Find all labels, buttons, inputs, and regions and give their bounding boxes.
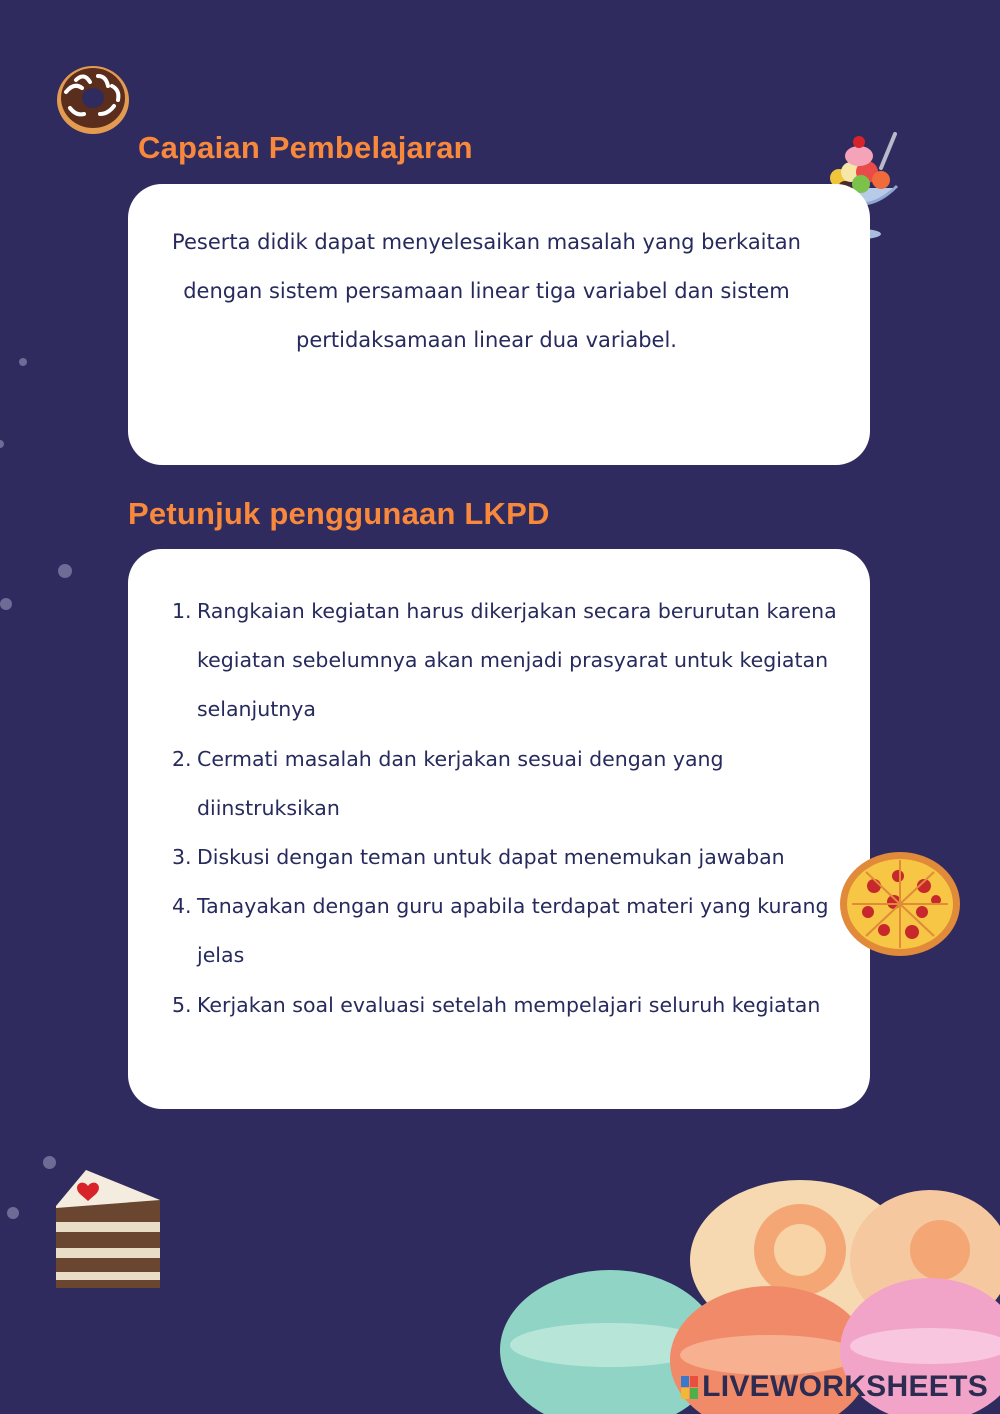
instruction-list [156,587,864,1030]
watermark [681,1370,988,1404]
list-item [156,833,864,882]
petunjuk-card [128,549,870,1109]
background-dot [58,564,72,578]
list-item [156,981,864,1030]
background-dot [19,358,27,366]
background-dot [0,598,12,610]
background-dot [0,440,4,448]
capaian-card [128,184,870,465]
item-text: Tanayakan dengan guru apabila terdapat materi yang kurang jelas [197,894,829,968]
item-number: 3. [172,845,192,870]
list-item [156,735,864,833]
cake-slice-icon [52,1166,164,1292]
petunjuk-heading: Petunjuk penggunaan LKPD [128,496,550,531]
pizza-icon [838,850,962,958]
liveworksheets-logo-icon [681,1376,698,1399]
item-number: 1. [172,599,192,623]
watermark-text: LIVEWORKSHEETS [702,1370,988,1403]
background-dot [7,1207,19,1219]
list-item [156,587,864,735]
capaian-heading: Capaian Pembelajaran [138,130,473,165]
item-number: 2. [172,746,192,771]
item-number: 5. [172,992,192,1017]
item-number: 4. [172,894,192,919]
donut-icon [54,62,132,136]
item-text: Kerjakan soal evaluasi setelah mempelajari seluruh kegiatan [197,992,821,1017]
item-text: Diskusi dengan teman untuk dapat menemukan jawaban [197,845,785,870]
item-text: Cermati masalah dan kerjakan sesuai dengan yang diinstruksikan [197,746,724,820]
capaian-text: Peserta didik dapat menyelesaikan masalah yang berkaitan dengan sistem persamaan linear tiga variabel dan sistem pertidaksamaan linear dua variabel. [172,230,801,352]
item-text: Rangkaian kegiatan harus dikerjakan secara berurutan karena kegiatan sebelumnya akan menjadi prasyarat untuk kegiatan selanjutnya [197,599,837,722]
list-item [156,882,864,980]
